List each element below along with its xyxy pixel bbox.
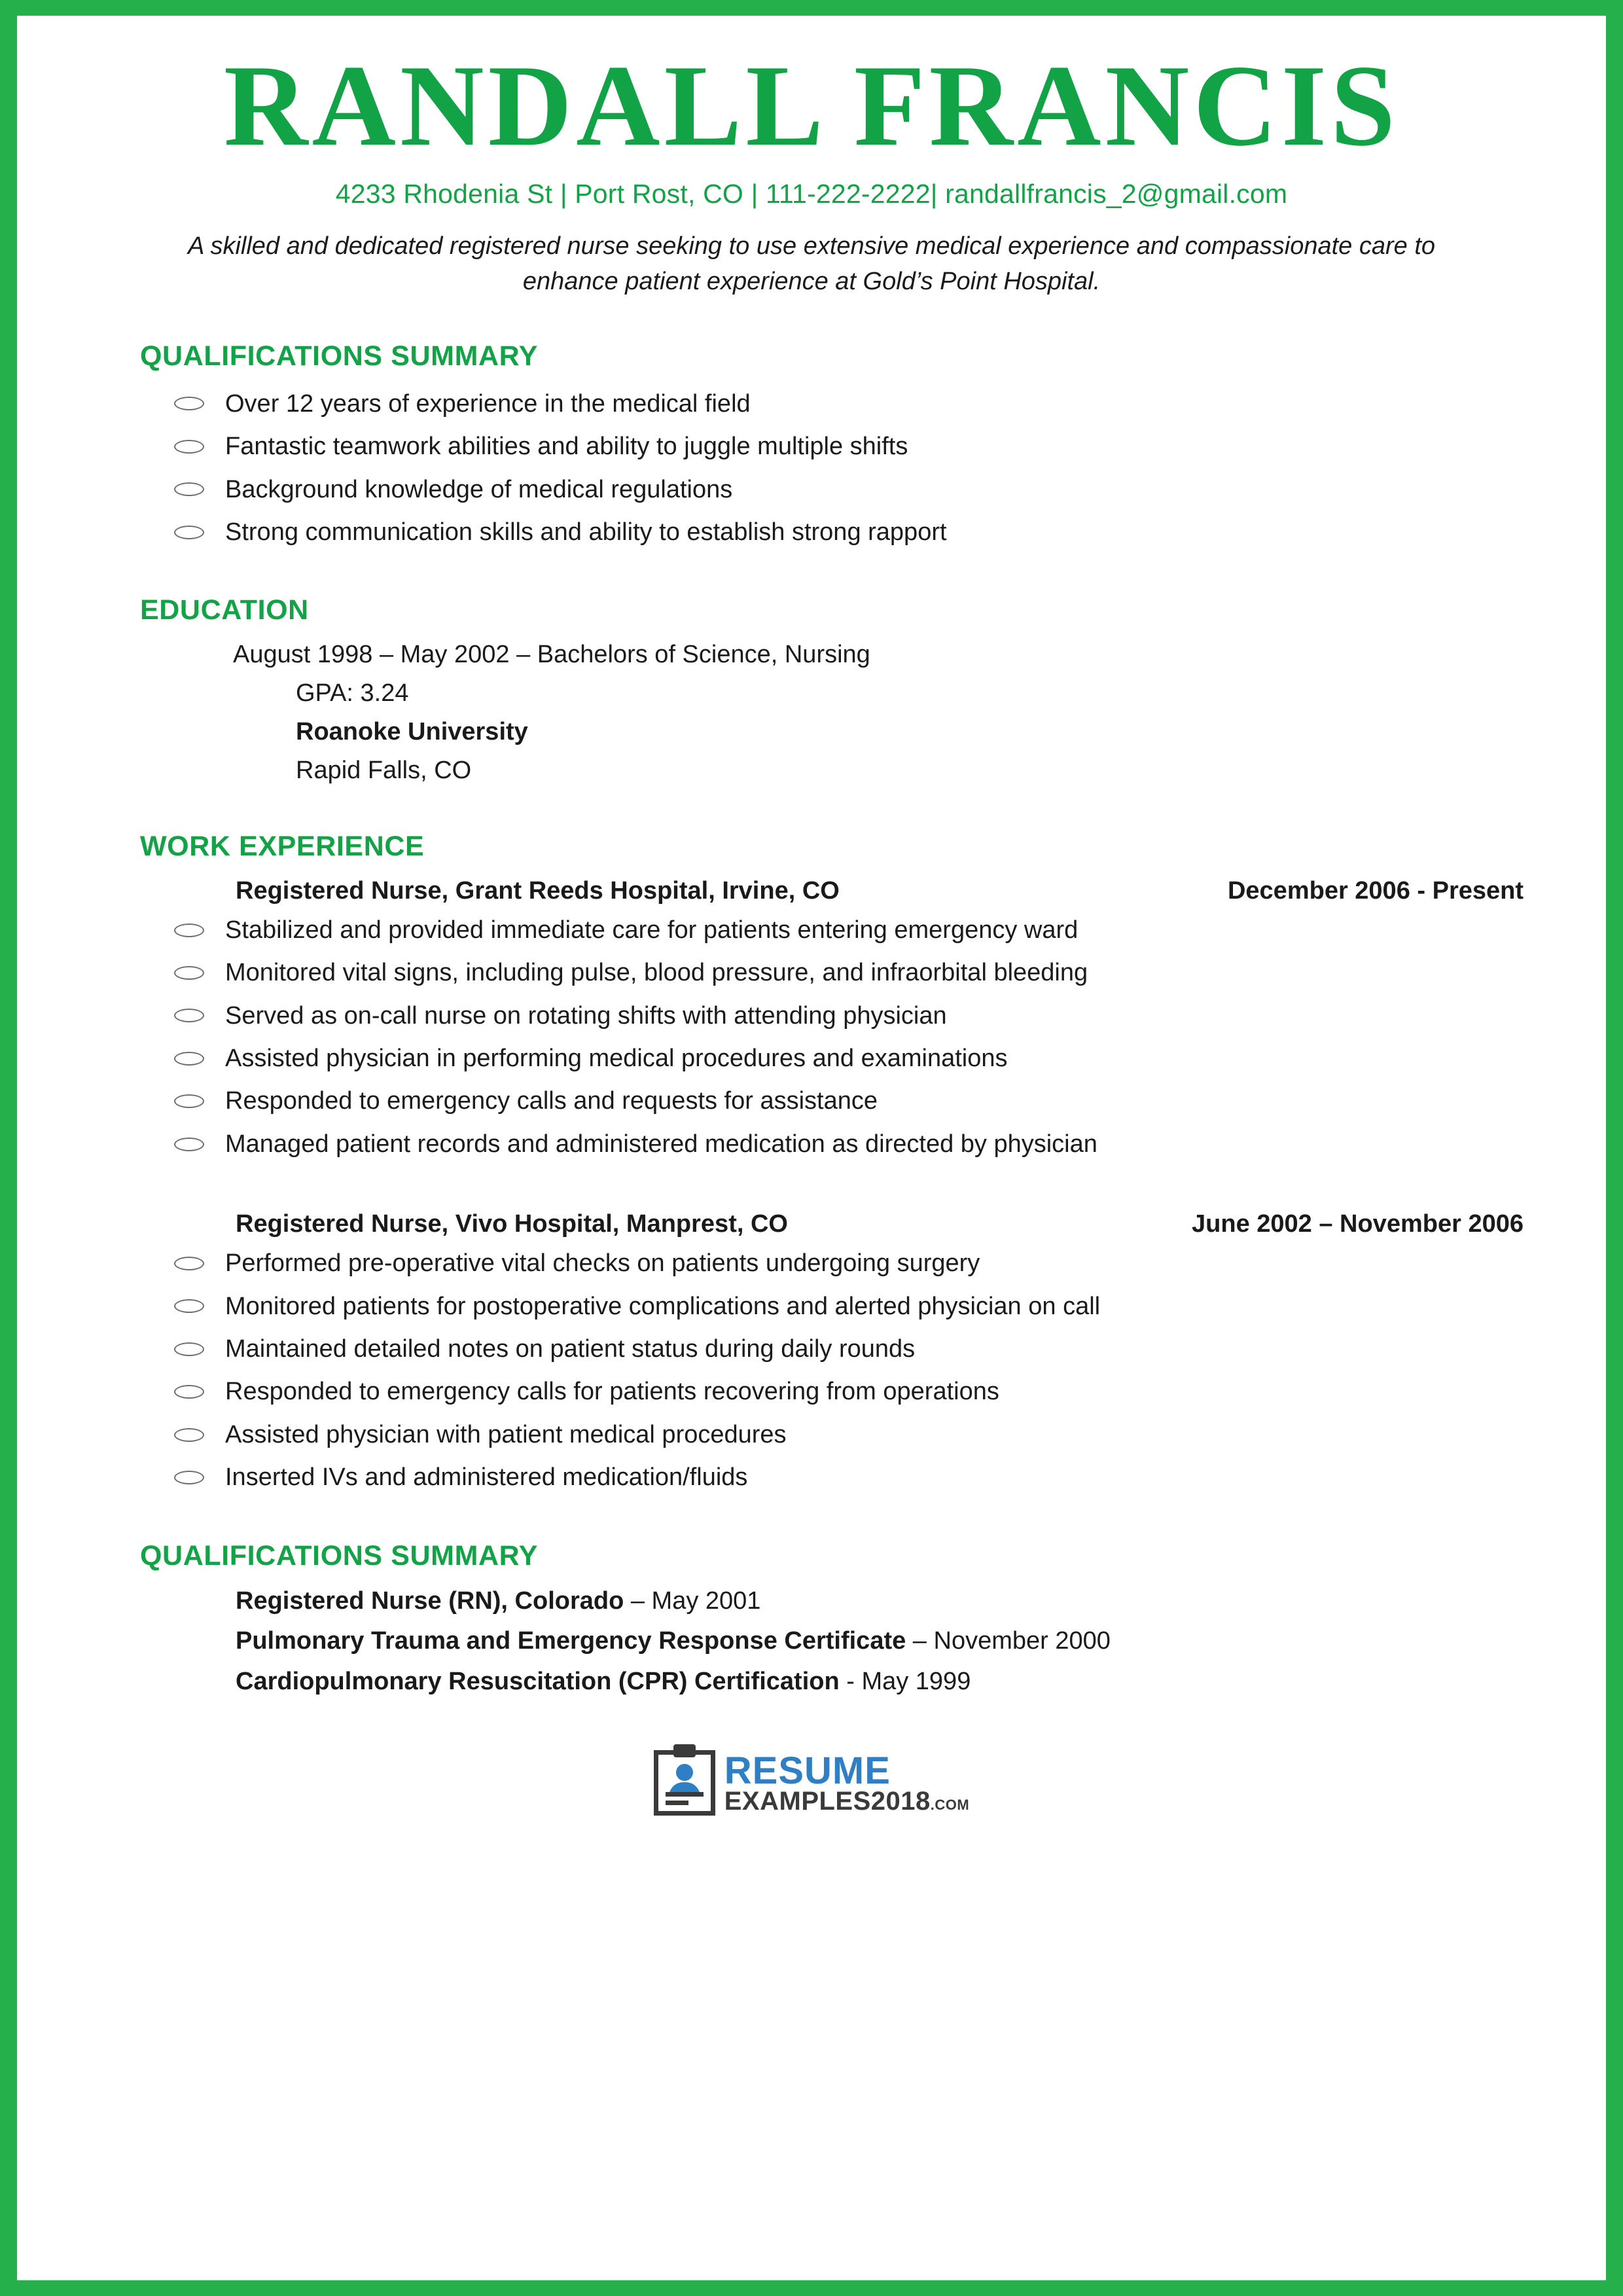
section-qualifications-summary xyxy=(94,340,1529,554)
person-head-icon xyxy=(676,1764,693,1781)
education-school: Roanoke University xyxy=(296,718,528,746)
certifications-list xyxy=(94,1581,1529,1702)
clipboard-person-icon xyxy=(654,1750,715,1816)
text-line-icon xyxy=(666,1792,704,1797)
bullet-dash-icon xyxy=(174,440,204,454)
certification-date: - May 1999 xyxy=(839,1667,971,1695)
list-item-text: Assisted physician in performing medical procedures and examinations xyxy=(225,1045,1008,1073)
job-duties-list xyxy=(94,1242,1529,1499)
certification-name: Cardiopulmonary Resuscitation (CPR) Certification xyxy=(236,1667,840,1695)
bullet-dash-icon xyxy=(174,1257,204,1270)
list-item-text: Performed pre-operative vital checks on patients undergoing surgery xyxy=(225,1249,980,1278)
bullet-dash-icon xyxy=(174,1009,204,1022)
bullet-dash-icon xyxy=(174,1094,204,1108)
certification-date: – May 2001 xyxy=(624,1587,761,1615)
objective-statement: A skilled and dedicated registered nurse seeking to use extensive medical experience and compassionate care to enhance patient experience at Gold’s Point Hospital. xyxy=(187,232,1436,295)
education-dates-degree: August 1998 – May 2002 – Bachelors of Science, Nursing xyxy=(233,641,870,669)
logo-primary-text: RESUME xyxy=(724,1749,891,1792)
bullet-dash-icon xyxy=(174,1138,204,1151)
logo-wordmark xyxy=(724,1749,970,1816)
section-heading-qualifications: QUALIFICATIONS SUMMARY xyxy=(140,340,538,372)
list-item xyxy=(225,1371,1529,1413)
certification-item xyxy=(236,1581,1529,1622)
job-role: Registered Nurse, Grant Reeds Hospital, Irvine, CO xyxy=(236,876,840,905)
text-line-icon xyxy=(666,1801,688,1805)
list-item-text: Managed patient records and administered medication as directed by physician xyxy=(225,1130,1097,1158)
footer xyxy=(94,1750,1529,1816)
list-item-text: Stabilized and provided immediate care for patients entering emergency ward xyxy=(225,916,1079,944)
list-item-text: Inserted IVs and administered medication/fluids xyxy=(225,1463,748,1492)
resume-content xyxy=(17,16,1606,2280)
bullet-dash-icon xyxy=(174,966,204,980)
job-header xyxy=(94,1210,1529,1238)
list-item-text: Maintained detailed notes on patient status during daily rounds xyxy=(225,1335,916,1363)
list-item xyxy=(225,952,1529,994)
bullet-dash-icon xyxy=(174,1052,204,1066)
job-spacer xyxy=(94,1166,1529,1196)
list-item-text: Over 12 years of experience in the medical field xyxy=(225,389,751,418)
page-title: RANDALL FRANCIS xyxy=(223,41,1400,170)
list-item-text: Served as on-call nurse on rotating shifts with attending physician xyxy=(225,1001,947,1030)
logo-secondary-label: EXAMPLES2018 xyxy=(724,1786,931,1816)
section-education xyxy=(94,594,1529,790)
section-heading-work-experience: WORK EXPERIENCE xyxy=(140,830,425,862)
bullet-dash-icon xyxy=(174,1428,204,1442)
bullet-dash-icon xyxy=(174,1299,204,1313)
list-item-text: Responded to emergency calls and requests for assistance xyxy=(225,1087,878,1115)
list-item-text: Fantastic teamwork abilities and ability to juggle multiple shifts xyxy=(225,433,908,461)
certification-date: – November 2000 xyxy=(906,1627,1111,1655)
certification-name: Registered Nurse (RN), Colorado xyxy=(236,1587,624,1615)
qualifications-list xyxy=(94,383,1529,554)
list-item xyxy=(225,1037,1529,1080)
bullet-dash-icon xyxy=(174,526,204,539)
bullet-dash-icon xyxy=(174,1471,204,1484)
education-location: Rapid Falls, CO xyxy=(296,757,472,785)
education-gpa: GPA: 3.24 xyxy=(296,679,409,708)
list-item xyxy=(225,1456,1529,1499)
certification-item xyxy=(236,1662,1529,1702)
section-heading-education: EDUCATION xyxy=(140,594,309,626)
job-header xyxy=(94,877,1529,905)
list-item xyxy=(225,909,1529,952)
job-dates: June 2002 – November 2006 xyxy=(1192,1210,1524,1238)
section-heading-certifications: QUALIFICATIONS SUMMARY xyxy=(140,1539,538,1571)
list-item xyxy=(225,995,1529,1037)
bullet-dash-icon xyxy=(174,1342,204,1356)
list-item xyxy=(225,511,1529,554)
list-item xyxy=(225,425,1529,468)
list-item xyxy=(225,1123,1529,1166)
job-duties-list xyxy=(94,909,1529,1166)
list-item-text: Assisted physician with patient medical procedures xyxy=(225,1420,787,1448)
certification-item xyxy=(236,1621,1529,1662)
logo-domain-label: .COM xyxy=(930,1796,970,1813)
list-item-text: Background knowledge of medical regulations xyxy=(225,475,733,503)
list-item xyxy=(225,1285,1529,1328)
list-item xyxy=(225,1242,1529,1285)
bullet-dash-icon xyxy=(174,924,204,937)
list-item-text: Monitored vital signs, including pulse, blood pressure, and infraorbital bleeding xyxy=(225,959,1088,987)
certification-name: Pulmonary Trauma and Emergency Response Certificate xyxy=(236,1627,906,1655)
bullet-dash-icon xyxy=(174,1385,204,1399)
job-entry xyxy=(94,877,1529,1166)
job-dates: December 2006 - Present xyxy=(1227,876,1524,905)
list-item-text: Strong communication skills and ability to establish strong rapport xyxy=(225,518,947,546)
contact-line: 4233 Rhodenia St | Port Rost, CO | 111-222-2222| randallfrancis_2@gmail.com xyxy=(335,178,1288,209)
job-role: Registered Nurse, Vivo Hospital, Manprest, CO xyxy=(236,1210,788,1238)
resume-examples-logo xyxy=(654,1750,969,1816)
list-item xyxy=(225,383,1529,425)
section-work-experience xyxy=(94,831,1529,1499)
list-item-text: Monitored patients for postoperative complications and alerted physician on call xyxy=(225,1292,1101,1320)
list-item xyxy=(225,1080,1529,1122)
list-item xyxy=(225,1328,1529,1371)
list-item xyxy=(225,1414,1529,1456)
logo-secondary-text xyxy=(724,1786,970,1816)
section-certifications xyxy=(94,1540,1529,1702)
bullet-dash-icon xyxy=(174,397,204,410)
bullet-dash-icon xyxy=(174,482,204,496)
job-entry xyxy=(94,1210,1529,1499)
list-item xyxy=(225,469,1529,511)
clipboard-clip-icon xyxy=(673,1744,696,1757)
list-item-text: Responded to emergency calls for patients recovering from operations xyxy=(225,1378,999,1406)
education-entry xyxy=(94,636,1529,790)
